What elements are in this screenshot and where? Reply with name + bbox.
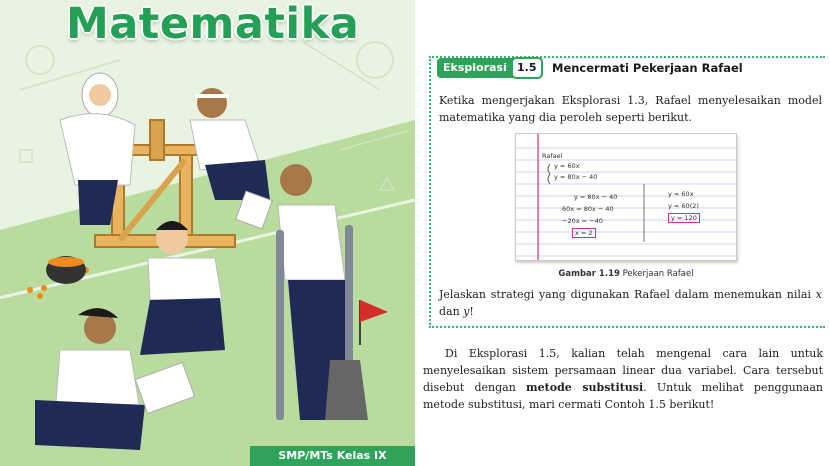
notebook-figure <box>515 133 737 261</box>
cover-footer-label: SMP/MTs Kelas IX <box>278 449 387 462</box>
left-step-2: 60x = 80x − 40 <box>562 205 614 213</box>
cover-footer-band <box>250 446 415 466</box>
red-flag <box>360 300 388 345</box>
right-step-1: y = 60x <box>668 190 694 198</box>
student-headband <box>190 88 272 229</box>
substitution-text-a: Di Eksplorasi 1.5, kalian telah mengenal cara lain untuk menyelesaikan sistem persamaan linear dua variabel. Cara tersebut disebut dengan <box>423 347 823 394</box>
student-crutches <box>276 164 368 420</box>
book-page <box>415 0 830 466</box>
question-text-c: ! <box>469 305 474 318</box>
badge-label: Eksplorasi <box>437 58 513 78</box>
paragraph-intro: Ketika mengerjakan Eksplorasi 1.3, Rafael menyelesaikan model matematika yang dia peroleh seperti berikut. <box>439 94 822 124</box>
left-result: x = 2 <box>572 228 596 238</box>
question-text-b: dan <box>439 305 464 318</box>
paragraph-question <box>439 286 822 320</box>
exploration-title: Mencermati Pekerjaan Rafael <box>552 61 743 75</box>
substitution-term: metode substitusi <box>526 381 644 394</box>
system-eq-2: y = 80x − 40 <box>554 173 598 181</box>
cover-title: Matematika <box>66 0 360 49</box>
badge-number: 1.5 <box>511 57 543 79</box>
variable-x: x <box>815 288 822 301</box>
notebook-name: Rafael <box>542 152 563 160</box>
caption-text: Pekerjaan Rafael <box>622 269 694 279</box>
substitution-text-b: . Untuk melihat penggunaan metode substitusi, mari cermati Contoh 1.5 berikut! <box>423 381 823 411</box>
right-result: y = 120 <box>668 213 700 223</box>
left-step-1: y = 80x − 40 <box>574 193 618 201</box>
right-step-2: y = 60(2) <box>668 202 699 210</box>
paragraph-substitution <box>423 345 823 413</box>
caption-label: Gambar 1.19 <box>558 269 620 279</box>
variable-y: y <box>463 305 470 318</box>
figure-caption <box>515 269 737 279</box>
question-text-a: Jelaskan strategi yang digunakan Rafael dalam menemukan nilai <box>439 288 816 301</box>
left-step-3: −20x = −40 <box>562 217 603 225</box>
exploration-badge <box>437 58 543 78</box>
system-eq-1: y = 60x <box>554 162 580 170</box>
